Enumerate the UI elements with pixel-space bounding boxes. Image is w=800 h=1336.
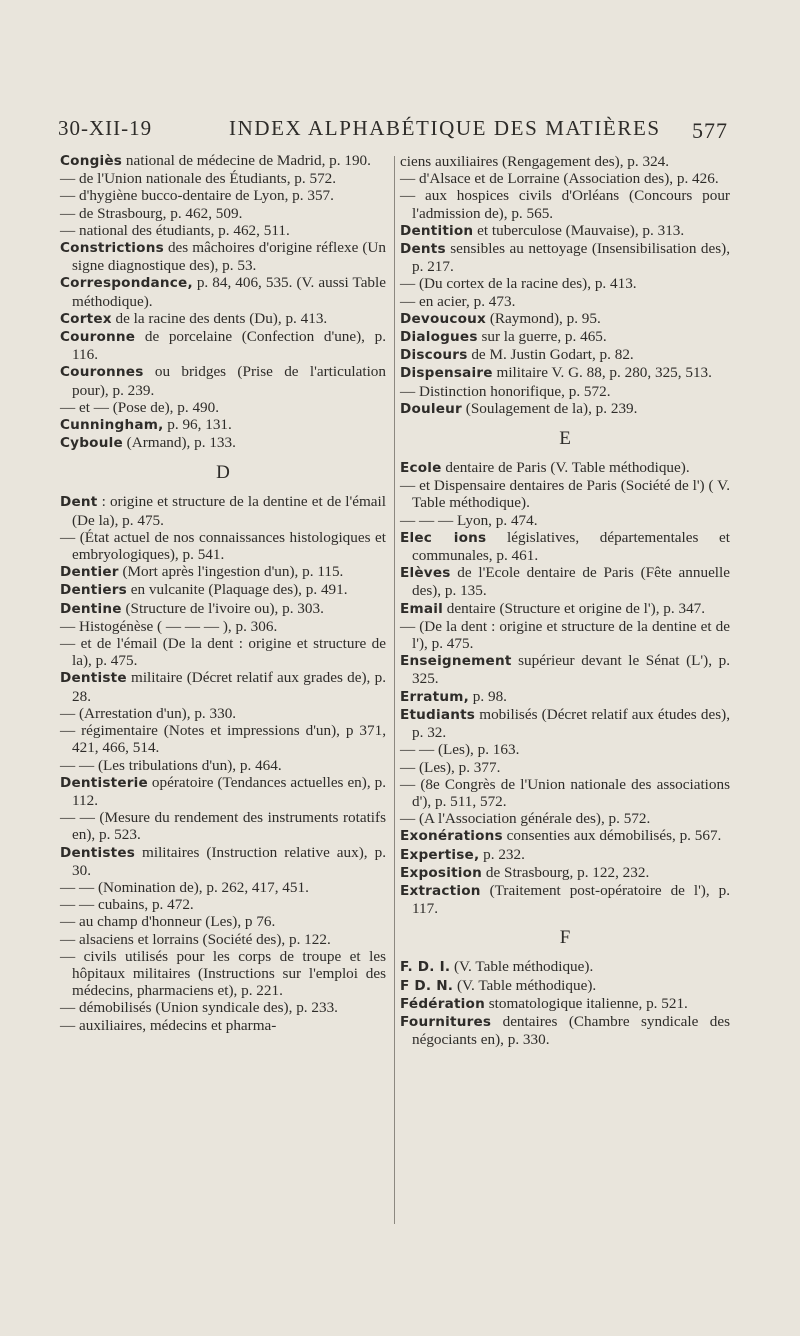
index-entry <box>60 563 386 581</box>
entry-keyword: Dent <box>60 494 98 511</box>
index-entry <box>60 493 386 528</box>
entry-text: — Histogénèse ( — — — ), p. 306. <box>60 617 278 635</box>
index-entry <box>400 328 730 346</box>
issue-date: 30-XII-19 <box>58 116 153 140</box>
index-entry <box>60 170 386 187</box>
entry-text: de la racine des dents (Du), p. 413. <box>111 309 328 327</box>
index-entry <box>400 652 730 687</box>
entry-text: de M. Justin Godart, p. 82. <box>467 346 634 364</box>
entry-text: — Distinction honorifique, p. 572. <box>400 382 611 400</box>
index-entry <box>400 741 730 758</box>
entry-keyword: Cunningham, <box>60 417 164 434</box>
entry-text: en vulcanite (Plaquage des), p. 491. <box>126 581 348 599</box>
index-entry <box>60 222 386 239</box>
index-entry <box>400 383 730 400</box>
entry-text: de porcelaine (Confection d'une), p. 116. <box>72 328 386 364</box>
entry-text: législatives, départementales et communales, p. 461. <box>412 528 730 565</box>
index-entry <box>400 222 730 240</box>
entry-text: — (Du cortex de la racine des), p. 413. <box>400 275 637 293</box>
entry-text: — — (Les), p. 163. <box>400 741 520 759</box>
index-entry <box>400 977 730 995</box>
entry-keyword: Cyboule <box>60 435 123 452</box>
entry-text: ou bridges (Prise de l'articulation pour), p. 239. <box>72 363 386 399</box>
entry-keyword: Dentisterie <box>60 774 148 791</box>
index-entry <box>60 705 386 722</box>
entry-keyword: Dentiers <box>60 582 127 599</box>
index-entry <box>60 913 386 930</box>
index-entry <box>400 293 730 310</box>
entry-text: dentaire (Structure et origine de l'), p. 347. <box>442 599 706 617</box>
entry-text: consenties aux démobilisés, p. 567. <box>502 827 722 845</box>
index-entry <box>400 187 730 221</box>
index-entry <box>400 618 730 652</box>
index-entry <box>60 879 386 896</box>
index-entry <box>60 205 386 222</box>
entry-text: mobilisés (Décret relatif aux études des), p. 32. <box>412 705 730 742</box>
index-entry <box>400 153 730 170</box>
index-entry <box>60 152 386 170</box>
index-entry <box>400 759 730 776</box>
entry-text: — — — Lyon, p. 474. <box>400 511 538 529</box>
entry-keyword: Douleur <box>400 400 462 417</box>
entry-text: — et de l'émail (De la dent : origine et structure de la), p. 475. <box>60 635 386 670</box>
entry-text: — (Les), p. 377. <box>400 758 501 776</box>
entry-text: de l'Ecole dentaire de Paris (Fête annuelle des), p. 135. <box>412 564 730 600</box>
entry-text: sensibles au nettoyage (Insensibilisation des), p. 217. <box>412 240 730 276</box>
index-entry <box>400 310 730 328</box>
index-entry <box>400 688 730 706</box>
entry-text: (Structure de l'ivoire ou), p. 303. <box>121 599 324 617</box>
entry-text: dentaire de Paris (V. Table méthodique). <box>441 459 690 477</box>
entry-keyword: Dialogues <box>400 329 478 346</box>
entry-text: — et — (Pose de), p. 490. <box>60 398 220 416</box>
entry-text: — de l'Union nationale des Étudiants, p. 572. <box>60 170 337 188</box>
entry-keyword: F D. N. <box>400 977 454 994</box>
index-entry <box>60 434 386 452</box>
entry-keyword: Dents <box>400 241 446 258</box>
index-entry <box>60 529 386 563</box>
index-entry <box>60 999 386 1016</box>
entry-text: dentaires (Chambre syndicale des négociants en), p. 330. <box>412 1012 730 1049</box>
entry-text: — d'hygiène bucco-dentaire de Lyon, p. 357. <box>60 187 334 205</box>
index-entry <box>60 669 386 704</box>
index-entry <box>60 1017 386 1034</box>
entry-text: — (A l'Association générale des), p. 572. <box>400 810 651 828</box>
entry-text: national de médecine de Madrid, p. 190. <box>122 152 371 169</box>
index-entry <box>400 529 730 564</box>
left-column <box>60 152 386 1034</box>
entry-text: — (Arrestation d'un), p. 330. <box>60 704 237 722</box>
entry-text: — — cubains, p. 472. <box>60 896 194 914</box>
index-entry <box>60 187 386 204</box>
index-entry <box>400 827 730 845</box>
entry-text: — de Strasbourg, p. 462, 509. <box>60 204 243 222</box>
index-entry <box>60 399 386 416</box>
right-column <box>400 153 730 1048</box>
entry-text: : origine et structure de la dentine et de l'émail (De la), p. 475. <box>72 493 386 529</box>
entry-keyword: Elec ions <box>400 529 487 546</box>
index-entry <box>400 459 730 477</box>
entry-text: — régimentaire (Notes et impressions d'un), p 371, 421, 466, 514. <box>60 722 386 757</box>
entry-keyword: Dentistes <box>60 844 136 861</box>
index-entry <box>60 363 386 398</box>
entry-text: stomatologique italienne, p. 521. <box>484 994 688 1012</box>
entry-keyword: Fédération <box>400 995 485 1012</box>
entry-keyword: Discours <box>400 347 468 364</box>
entry-text: ciens auxiliaires (Rengagement des), p. 324. <box>400 153 670 170</box>
entry-text: (Mort après l'ingestion d'un), p. 115. <box>118 563 344 581</box>
entry-keyword: Etudiants <box>400 706 476 723</box>
entry-keyword: Exonérations <box>400 828 503 845</box>
section-letter: D <box>216 462 230 484</box>
index-entry <box>60 416 386 434</box>
entry-keyword: Congiès <box>60 153 123 169</box>
index-entry <box>60 600 386 618</box>
entry-keyword: Exposition <box>400 864 483 881</box>
entry-text: — au champ d'honneur (Les), p 76. <box>60 913 276 931</box>
index-entry <box>400 995 730 1013</box>
index-entry <box>60 239 386 274</box>
entry-text: — (De la dent : origine et structure de la dentine et de l'), p. 475. <box>400 617 730 653</box>
index-entry <box>60 635 386 669</box>
entry-keyword: Email <box>400 600 443 617</box>
entry-text: — — (Les tribulations d'un), p. 464. <box>60 756 282 774</box>
index-entry <box>400 240 730 275</box>
entry-text: — démobilisés (Union syndicale des), p. 233. <box>60 999 338 1017</box>
entry-text: supérieur devant le Sénat (L'), p. 325. <box>412 652 730 688</box>
index-entry <box>60 896 386 913</box>
index-entry <box>60 757 386 774</box>
index-entry <box>400 776 730 810</box>
entry-text: (Armand), p. 133. <box>122 434 236 452</box>
index-entry <box>400 564 730 599</box>
entry-keyword: Dispensaire <box>400 365 493 382</box>
index-entry <box>400 706 730 741</box>
index-entry <box>400 170 730 187</box>
entry-keyword: Constrictions <box>60 240 164 257</box>
entry-text: — civils utilisés pour les corps de troupe et les hôpitaux militaires (Instructions sur l'emploi des médecins, pharmaciens et), p. 221. <box>60 947 386 1000</box>
entry-text: p. 84, 406, 535. (V. aussi Table méthodique). <box>72 274 386 310</box>
entry-text: opératoire (Tendances actuelles en), p. 112. <box>72 773 386 809</box>
entry-text: militaires (Instruction relative aux), p. 30. <box>72 843 386 879</box>
entry-text: — — (Mesure du rendement des instruments rotatifs en), p. 523. <box>60 809 386 844</box>
index-entry <box>400 958 730 976</box>
entry-keyword: Erratum, <box>400 688 469 705</box>
entry-text: sur la guerre, p. 465. <box>477 328 607 346</box>
entry-text: (V. Table méthodique). <box>453 976 597 994</box>
entry-keyword: Devoucoux <box>400 310 487 327</box>
entry-keyword: Dentier <box>60 564 119 581</box>
index-entry <box>400 275 730 292</box>
entry-text: — (État actuel de nos connaissances histologiques et embryologiques), p. 541. <box>60 528 386 564</box>
entry-text: (Traitement post-opératoire de l'), p. 117. <box>412 881 730 918</box>
entry-keyword: Dentiste <box>60 670 127 687</box>
index-entry <box>400 400 730 418</box>
entry-text: p. 96, 131. <box>163 416 232 434</box>
entry-text: militaire V. G. 88, p. 280, 325, 513. <box>492 364 712 382</box>
index-entry <box>400 810 730 827</box>
index-entry <box>400 846 730 864</box>
index-entry <box>400 882 730 917</box>
entry-text: (Raymond), p. 95. <box>486 309 601 327</box>
section-letter: E <box>559 428 571 450</box>
entry-text: — auxiliaires, médecins et pharma- <box>60 1016 277 1034</box>
index-entry <box>400 600 730 618</box>
entry-text: — en acier, p. 473. <box>400 292 516 310</box>
entry-keyword: Ecole <box>400 460 442 477</box>
entry-keyword: Couronnes <box>60 364 144 381</box>
entry-text: — et Dispensaire dentaires de Paris (Société de l') ( V. Table méthodique). <box>400 477 730 512</box>
entry-text: p. 98. <box>468 687 507 705</box>
page-title: INDEX ALPHABÉTIQUE DES MATIÈRES <box>229 116 661 140</box>
entry-keyword: Fournitures <box>400 1013 492 1030</box>
entry-text: p. 232. <box>479 845 525 863</box>
entry-text: — aux hospices civils d'Orléans (Concours pour l'admission de), p. 565. <box>400 187 730 222</box>
index-entry <box>60 948 386 1000</box>
page-number: 577 <box>692 118 728 143</box>
index-entry <box>60 328 386 363</box>
index-entry <box>400 512 730 529</box>
entry-keyword: Dentine <box>60 600 122 617</box>
index-entry <box>60 809 386 843</box>
entry-keyword: Cortex <box>60 310 112 327</box>
index-entry <box>60 931 386 948</box>
entry-text: et tuberculose (Mauvaise), p. 313. <box>473 221 685 239</box>
index-entry <box>400 477 730 511</box>
index-entry <box>60 618 386 635</box>
index-entry <box>400 346 730 364</box>
entry-keyword: Expertise, <box>400 846 480 863</box>
entry-text: — national des étudiants, p. 462, 511. <box>60 221 290 239</box>
entry-text: des mâchoires d'origine réflexe (Un signe diagnostique des), p. 53. <box>72 239 386 275</box>
index-entry <box>60 581 386 599</box>
entry-keyword: Elèves <box>400 565 451 582</box>
index-entry <box>400 864 730 882</box>
entry-keyword: F. D. I. <box>400 959 451 976</box>
entry-text: — d'Alsace et de Lorraine (Association des), p. 426. <box>400 170 719 188</box>
section-letter: F <box>559 927 571 949</box>
index-entry <box>60 310 386 328</box>
index-entry <box>60 774 386 809</box>
entry-text: — — (Nomination de), p. 262, 417, 451. <box>60 878 309 896</box>
index-entry <box>60 722 386 756</box>
entry-text: — alsaciens et lorrains (Société des), p. 122. <box>60 930 331 948</box>
entry-text: militaire (Décret relatif aux grades de), p. 28. <box>72 669 386 705</box>
index-entry <box>400 1013 730 1048</box>
entry-keyword: Couronne <box>60 329 136 346</box>
entry-keyword: Enseignement <box>400 653 512 670</box>
entry-text: — (8e Congrès de l'Union nationale des associations d'), p. 511, 572. <box>400 775 730 810</box>
entry-text: (Soulagement de la), p. 239. <box>461 399 638 417</box>
entry-text: de Strasbourg, p. 122, 232. <box>482 863 650 881</box>
column-divider <box>394 156 395 1224</box>
entry-text: (V. Table méthodique). <box>450 958 594 976</box>
entry-keyword: Dentition <box>400 222 474 239</box>
entry-keyword: Extraction <box>400 882 481 899</box>
index-entry <box>60 274 386 309</box>
entry-keyword: Correspondance, <box>60 275 193 292</box>
index-entry <box>400 364 730 382</box>
page-header <box>58 116 728 146</box>
index-entry <box>60 844 386 879</box>
